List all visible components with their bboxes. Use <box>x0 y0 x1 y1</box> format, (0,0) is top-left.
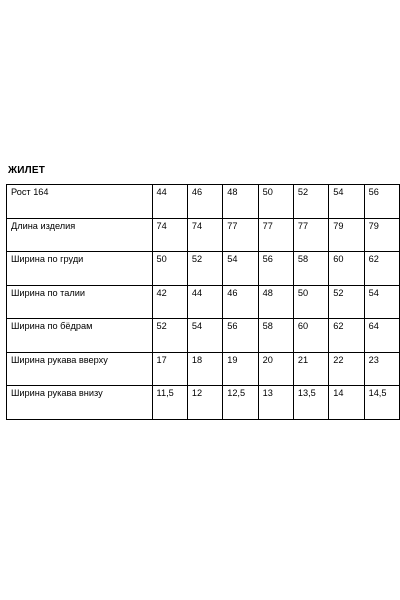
table-cell: 17 <box>152 352 187 386</box>
table-cell: 54 <box>223 252 258 286</box>
table-cell: 11,5 <box>152 386 187 420</box>
row-label: Ширина рукава внизу <box>7 386 153 420</box>
table-title: ЖИЛЕТ <box>8 165 46 176</box>
table-cell: 60 <box>329 252 364 286</box>
table-cell: 42 <box>152 285 187 319</box>
row-label: Ширина по бёдрам <box>7 319 153 353</box>
table-cell: 56 <box>223 319 258 353</box>
table-cell: 58 <box>258 319 293 353</box>
table-row <box>7 218 400 252</box>
table-cell: 46 <box>223 285 258 319</box>
table-cell: 50 <box>258 185 293 219</box>
table-row <box>7 319 400 353</box>
table-cell: 74 <box>187 218 222 252</box>
table-cell: 62 <box>364 252 399 286</box>
table-cell: 50 <box>152 252 187 286</box>
row-label: Ширина по груди <box>7 252 153 286</box>
table-cell: 18 <box>187 352 222 386</box>
table-row <box>7 352 400 386</box>
row-label: Ширина по талии <box>7 285 153 319</box>
table-row <box>7 386 400 420</box>
table-cell: 56 <box>364 185 399 219</box>
table-cell: 62 <box>329 319 364 353</box>
table-cell: 14 <box>329 386 364 420</box>
table-cell: 54 <box>329 185 364 219</box>
table-row <box>7 252 400 286</box>
table-cell: 56 <box>258 252 293 286</box>
row-label: Ширина рукава вверху <box>7 352 153 386</box>
table-cell: 19 <box>223 352 258 386</box>
table-cell: 77 <box>293 218 328 252</box>
table-cell: 77 <box>258 218 293 252</box>
table-cell: 52 <box>152 319 187 353</box>
table-cell: 48 <box>258 285 293 319</box>
table-cell: 79 <box>364 218 399 252</box>
table-cell: 77 <box>223 218 258 252</box>
table-cell: 79 <box>329 218 364 252</box>
table-cell: 60 <box>293 319 328 353</box>
table-cell: 22 <box>329 352 364 386</box>
table-cell: 64 <box>364 319 399 353</box>
table-cell: 46 <box>187 185 222 219</box>
table-cell: 54 <box>364 285 399 319</box>
table-cell: 52 <box>187 252 222 286</box>
table-row <box>7 285 400 319</box>
table-cell: 14,5 <box>364 386 399 420</box>
table-cell: 21 <box>293 352 328 386</box>
table-cell: 44 <box>187 285 222 319</box>
table-row <box>7 185 400 219</box>
table-cell: 23 <box>364 352 399 386</box>
table-cell: 52 <box>329 285 364 319</box>
row-label: Рост 164 <box>7 185 153 219</box>
table-cell: 12 <box>187 386 222 420</box>
table-cell: 48 <box>223 185 258 219</box>
table-cell: 12,5 <box>223 386 258 420</box>
row-label: Длина изделия <box>7 218 153 252</box>
table-cell: 58 <box>293 252 328 286</box>
table-cell: 44 <box>152 185 187 219</box>
size-chart-table <box>6 184 400 420</box>
table-cell: 74 <box>152 218 187 252</box>
table-cell: 52 <box>293 185 328 219</box>
table-cell: 13,5 <box>293 386 328 420</box>
table-cell: 54 <box>187 319 222 353</box>
table-cell: 13 <box>258 386 293 420</box>
table-cell: 50 <box>293 285 328 319</box>
table-cell: 20 <box>258 352 293 386</box>
